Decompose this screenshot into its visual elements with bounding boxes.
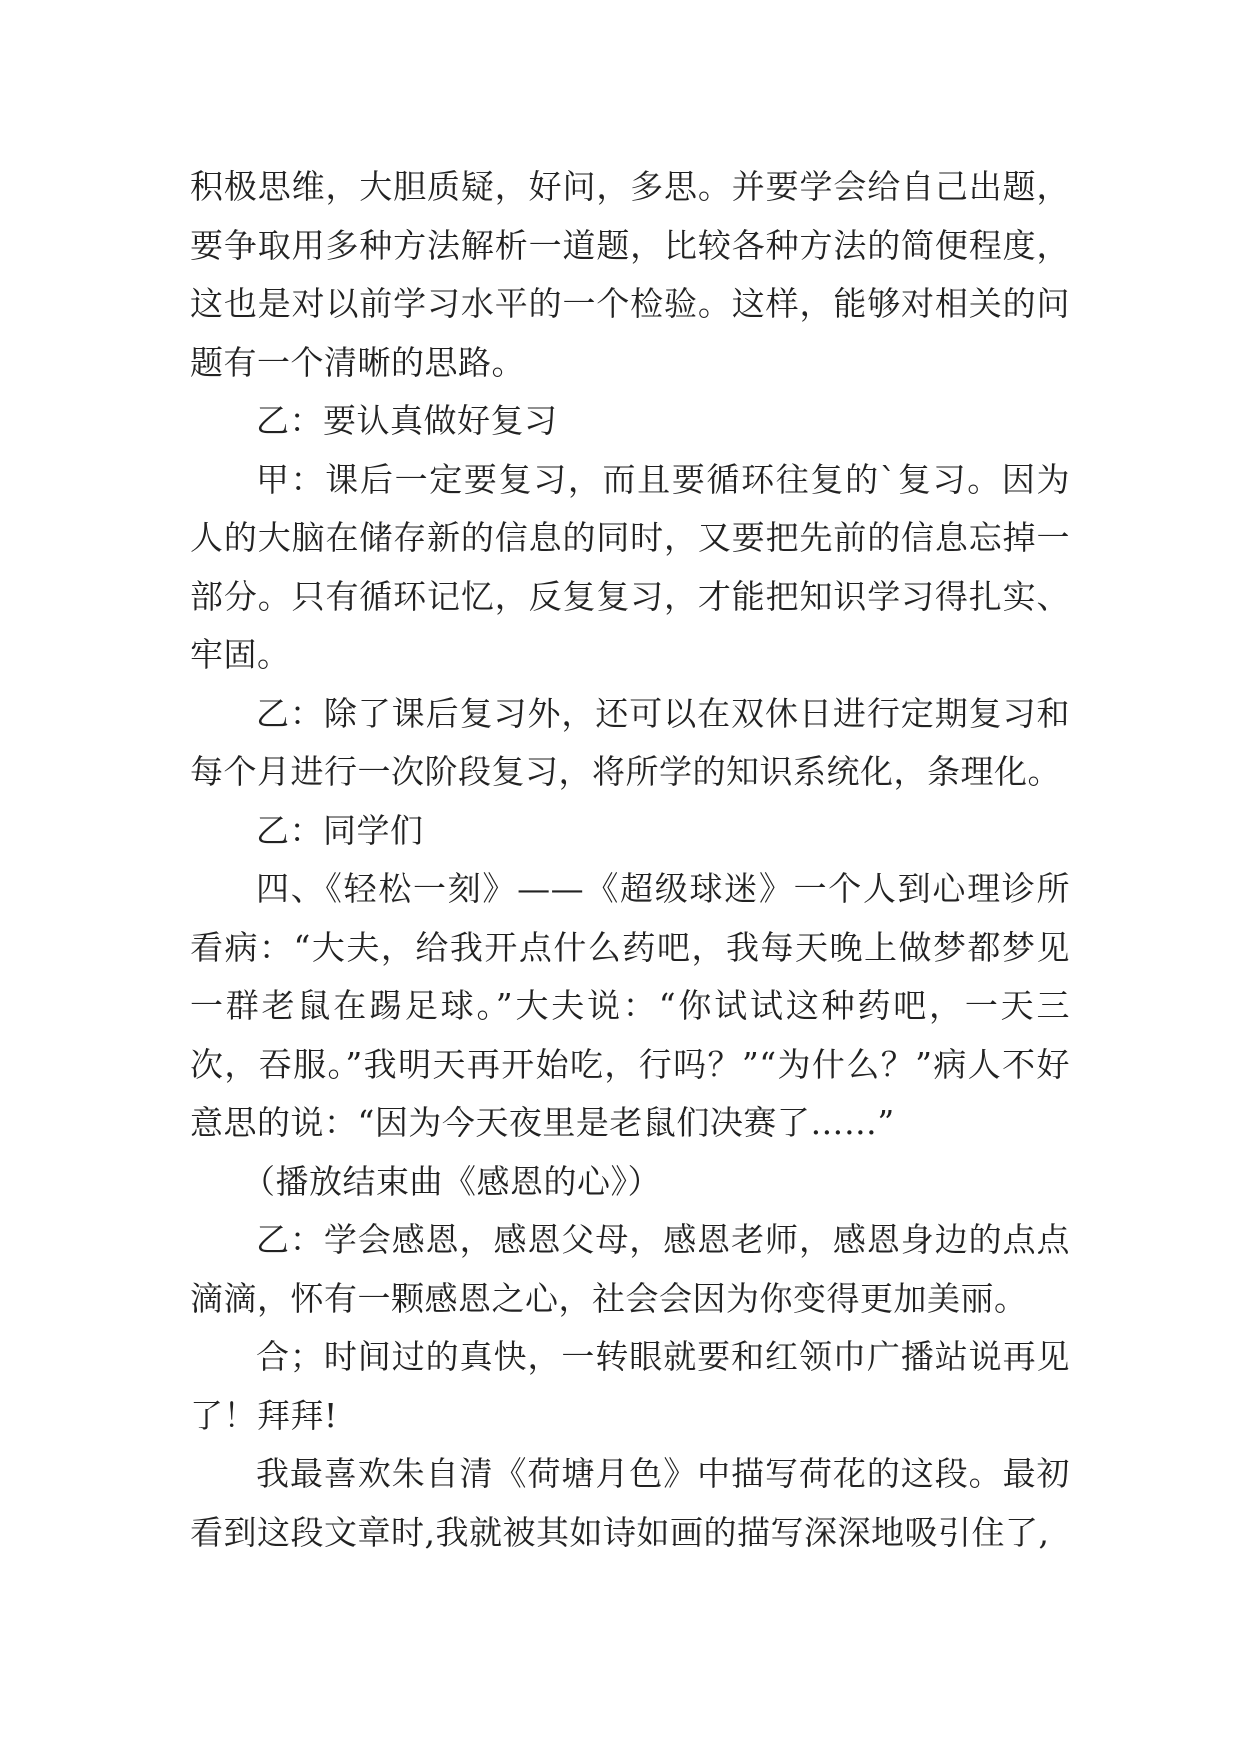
paragraph-farewell: 合；时间过的真快，一转眼就要和红领巾广播站说再见了！拜拜! [190, 1337, 1070, 1435]
document-body [190, 158, 1070, 1562]
paragraph-closing-song: （播放结束曲《感恩的心》） [242, 1161, 661, 1201]
paragraph-review-heading: 乙：要认真做好复习 [256, 401, 558, 440]
paragraph-gratitude: 乙：学会感恩，感恩父母，感恩老师，感恩身边的点点滴滴，怀有一颗感恩之心，社会会因为你变得更加美丽。 [190, 1220, 1070, 1318]
paragraph-review-weekend: 乙：除了课后复习外，还可以在双休日进行定期复习和每个月进行一次阶段复习，将所学的知识系统化，条理化。 [190, 693, 1070, 791]
paragraph-relax-moment: 四、《轻松一刻》——《超级球迷》一个人到心理诊所看病：“大夫，给我开点什么药吧，我每天晚上做梦都梦见一群老鼠在踢足球。”大夫说：“你试试这种药吧，一天三次，吞服。”我明天再开始吃，行吗？”“为什么？”病人不好意思的说：“因为今天夜里是老鼠们决赛了……” [190, 869, 1070, 1142]
paragraph-lotus-pond: 我最喜欢朱自清《荷塘月色》中描写荷花的这段。最初看到这段文章时,我就被其如诗如画的描写深深地吸引住了, [190, 1454, 1070, 1552]
paragraph-review-after-class: 甲：课后一定要复习，而且要循环往复的`复习。因为人的大脑在储存新的信息的同时，又要把先前的信息忘掉一部分。只有循环记忆，反复复习，才能把知识学习得扎实、牢固。 [190, 459, 1070, 674]
paragraph-thinking: 积极思维，大胆质疑，好问，多思。并要学会给自己出题，要争取用多种方法解析一道题，比较各种方法的简便程度，这也是对以前学习水平的一个检验。这样，能够对相关的问题有一个清晰的思路。 [190, 167, 1070, 382]
paragraph-classmates: 乙：同学们 [256, 810, 424, 850]
